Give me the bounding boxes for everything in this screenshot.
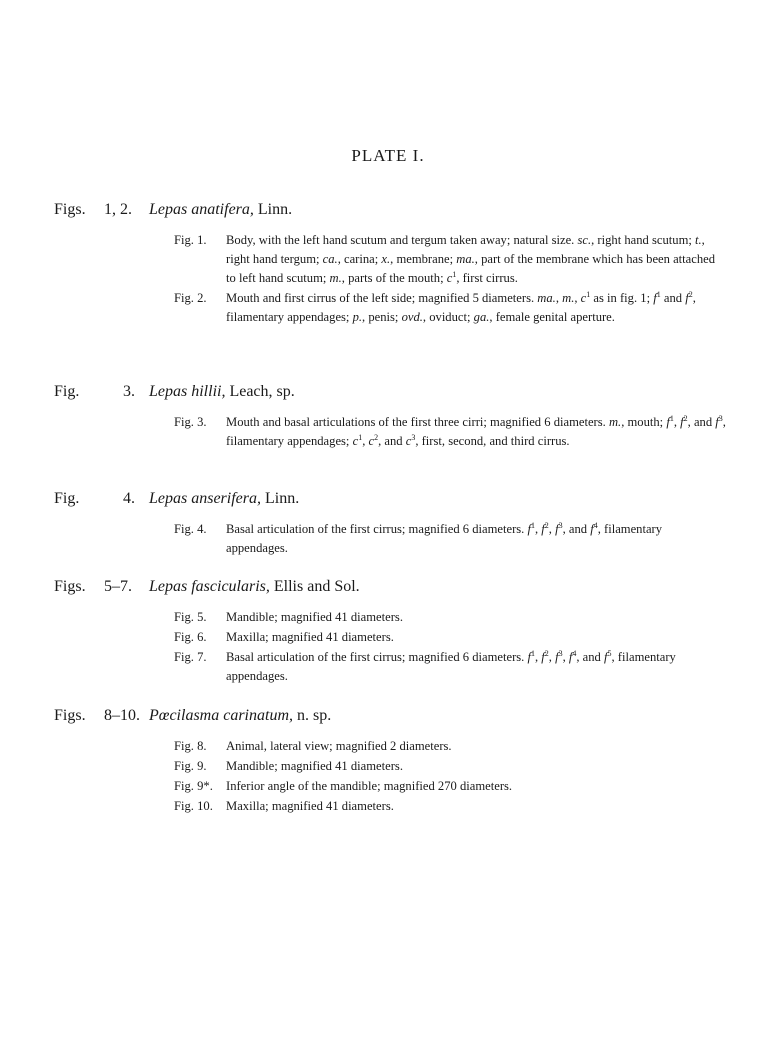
text-run: f <box>685 291 689 305</box>
figure-description <box>226 231 726 288</box>
text-run: , filamentary appendages; <box>226 291 696 324</box>
text-run: f <box>541 650 545 664</box>
superscript: 1 <box>669 413 674 423</box>
text-run: Body, with the left hand scutum and tergum taken away; natural size. <box>226 233 578 247</box>
species-section <box>0 578 776 687</box>
text-run: Maxilla; magnified 41 diameters. <box>226 630 394 644</box>
superscript: 5 <box>607 648 612 658</box>
species-binomial: Lepas anatifera, <box>149 201 254 218</box>
text-run: , and <box>576 650 604 664</box>
text-run: m. <box>608 415 622 429</box>
figs-label: Fig. <box>54 383 80 400</box>
figure-entry <box>174 608 726 627</box>
text-run: f <box>568 650 573 664</box>
figs-label: Figs. <box>54 578 86 595</box>
text-run: Inferior angle of the mandible; magnified 270 diameters. <box>226 779 513 793</box>
figure-entry <box>174 413 726 451</box>
figure-numbers: 1, 2. <box>104 201 132 218</box>
text-run: p. <box>352 310 363 324</box>
text-run: f <box>653 291 657 305</box>
figs-label: Fig. <box>54 490 80 507</box>
text-run: , <box>555 291 563 305</box>
species-name <box>149 578 360 596</box>
text-run: ma. <box>456 252 475 266</box>
superscript: 1 <box>358 432 363 442</box>
text-run: , <box>534 522 542 536</box>
plate-title: PLATE I. <box>351 146 425 165</box>
figure-entry <box>174 797 726 816</box>
figure-label: Fig. 6. <box>174 630 207 644</box>
text-run: , and <box>378 434 406 448</box>
text-run: f <box>527 522 531 536</box>
species-heading <box>0 383 776 405</box>
species-binomial: Pœcilasma carinatum, <box>149 707 293 724</box>
text-run: f <box>680 415 684 429</box>
text-run: , carina; <box>337 252 382 266</box>
text-run: Mandible; magnified 41 diameters. <box>226 759 403 773</box>
text-run: c <box>446 271 453 285</box>
figs-label: Figs. <box>54 707 86 724</box>
text-run: , mouth; <box>621 415 667 429</box>
text-run: as in fig. 1; <box>590 291 654 305</box>
text-run: , part of the membrane which has been attached to left hand scutum; <box>226 252 716 285</box>
species-authority: n. sp. <box>293 707 332 724</box>
species-binomial: Lepas hillii, <box>149 383 226 400</box>
figure-entry <box>174 757 726 776</box>
superscript: 3 <box>558 520 563 530</box>
figure-description <box>226 797 726 816</box>
species-authority: Leach, sp. <box>225 383 295 400</box>
text-run: , female genital aperture. <box>489 310 615 324</box>
text-run: f <box>555 650 559 664</box>
text-run: Animal, lateral view; magnified 2 diameters. <box>226 739 452 753</box>
text-run: Mouth and basal articulations of the first three cirri; magnified 6 diameters. <box>226 415 609 429</box>
text-run: Maxilla; magnified 41 diameters. <box>226 799 394 813</box>
text-run: , <box>548 650 556 664</box>
species-name <box>149 383 295 401</box>
species-name <box>149 201 292 219</box>
text-run: , <box>562 650 569 664</box>
superscript: 1 <box>586 289 591 299</box>
figure-label: Fig. 1. <box>174 233 207 247</box>
figure-label: Fig. 2. <box>174 291 207 305</box>
species-heading <box>0 490 776 512</box>
text-run: Basal articulation of the first cirrus; magnified 6 diameters. <box>226 522 528 536</box>
superscript: 3 <box>718 413 723 423</box>
superscript: 2 <box>544 648 549 658</box>
text-run: and <box>660 291 686 305</box>
text-run: Mandible; magnified 41 diameters. <box>226 610 403 624</box>
text-run: , right hand tergum; <box>226 233 705 266</box>
figure-numbers: 8–10. <box>104 707 140 724</box>
text-run: c <box>352 434 359 448</box>
superscript: 2 <box>688 289 693 299</box>
text-run: ca. <box>322 252 338 266</box>
figure-entry <box>174 737 726 756</box>
text-run: ma. <box>537 291 556 305</box>
figure-numbers: 3. <box>123 383 135 400</box>
species-section <box>0 490 776 559</box>
superscript: 2 <box>683 413 688 423</box>
text-run: , right hand scutum; <box>591 233 696 247</box>
text-run: f <box>555 522 559 536</box>
species-authority: Linn. <box>253 201 293 218</box>
species-heading <box>0 578 776 600</box>
superscript: 4 <box>572 648 577 658</box>
figure-description <box>226 628 726 647</box>
text-run: , filamentary appendages; <box>226 415 726 448</box>
figure-description <box>226 520 726 558</box>
figure-description <box>226 777 726 796</box>
text-run: , <box>534 650 542 664</box>
superscript: 3 <box>411 432 416 442</box>
text-run: , penis; <box>362 310 402 324</box>
superscript: 1 <box>530 648 535 658</box>
text-run: ga. <box>473 310 490 324</box>
species-section <box>0 707 776 817</box>
species-name <box>149 490 299 508</box>
text-run: t. <box>695 233 702 247</box>
species-authority: Linn. <box>261 490 300 507</box>
text-run: c <box>580 291 587 305</box>
text-run: ovd. <box>401 310 423 324</box>
superscript: 2 <box>544 520 549 530</box>
text-run: , <box>362 434 369 448</box>
text-run: m. <box>562 291 575 305</box>
text-run: x. <box>381 252 391 266</box>
superscript: 4 <box>593 520 598 530</box>
text-run: f <box>604 650 608 664</box>
text-run: f <box>527 650 531 664</box>
superscript: 1 <box>530 520 535 530</box>
species-heading <box>0 707 776 729</box>
text-run: Basal articulation of the first cirrus; magnified 6 diameters. <box>226 650 528 664</box>
figure-label: Fig. 5. <box>174 610 207 624</box>
text-run: f <box>715 415 719 429</box>
figure-entry <box>174 231 726 288</box>
figure-label: Fig. 9*. <box>174 779 213 793</box>
figure-numbers: 5–7. <box>104 578 132 595</box>
text-run: Mouth and first cirrus of the left side; magnified 5 diameters. <box>226 291 538 305</box>
figure-entry <box>174 628 726 647</box>
text-run: , <box>673 415 681 429</box>
figure-label: Fig. 3. <box>174 415 207 429</box>
figure-description <box>226 413 726 451</box>
figure-label: Fig. 7. <box>174 650 207 664</box>
text-run: , first, second, and third cirrus. <box>415 434 570 448</box>
figure-label: Fig. 9. <box>174 759 207 773</box>
figure-entry <box>174 777 726 796</box>
figure-description <box>226 608 726 627</box>
figure-label: Fig. 10. <box>174 799 213 813</box>
species-heading <box>0 201 776 223</box>
superscript: 1 <box>452 269 457 279</box>
figure-description <box>226 757 726 776</box>
superscript: 3 <box>558 648 563 658</box>
text-run: , <box>548 522 556 536</box>
superscript: 2 <box>374 432 379 442</box>
text-run: f <box>541 522 545 536</box>
text-run: , oviduct; <box>422 310 474 324</box>
text-run: , and <box>687 415 716 429</box>
text-run: sc. <box>577 233 592 247</box>
text-run: , first cirrus. <box>456 271 518 285</box>
species-binomial: Lepas fascicularis, <box>149 578 270 595</box>
text-run: , <box>574 291 581 305</box>
figure-entry <box>174 520 726 558</box>
figure-entry <box>174 289 726 327</box>
species-name <box>149 707 331 725</box>
text-run: , filamentary appendages. <box>226 650 676 683</box>
species-binomial: Lepas anserifera, <box>149 490 261 507</box>
figure-description <box>226 737 726 756</box>
figure-label: Fig. 8. <box>174 739 207 753</box>
text-run: f <box>666 415 670 429</box>
text-run: , filamentary appendages. <box>226 522 663 555</box>
figure-label: Fig. 4. <box>174 522 207 536</box>
species-authority: Ellis and Sol. <box>269 578 360 595</box>
species-section <box>0 201 776 328</box>
superscript: 1 <box>656 289 661 299</box>
species-section <box>0 383 776 452</box>
text-run: m. <box>329 271 342 285</box>
figure-entry <box>174 648 726 686</box>
text-run: f <box>590 522 594 536</box>
figure-description <box>226 289 726 327</box>
text-run: , parts of the mouth; <box>341 271 447 285</box>
figure-numbers: 4. <box>123 490 135 507</box>
text-run: c <box>405 434 412 448</box>
text-run: c <box>368 434 375 448</box>
figure-description <box>226 648 726 686</box>
text-run: , and <box>562 522 591 536</box>
text-run: , membrane; <box>390 252 457 266</box>
figs-label: Figs. <box>54 201 86 218</box>
